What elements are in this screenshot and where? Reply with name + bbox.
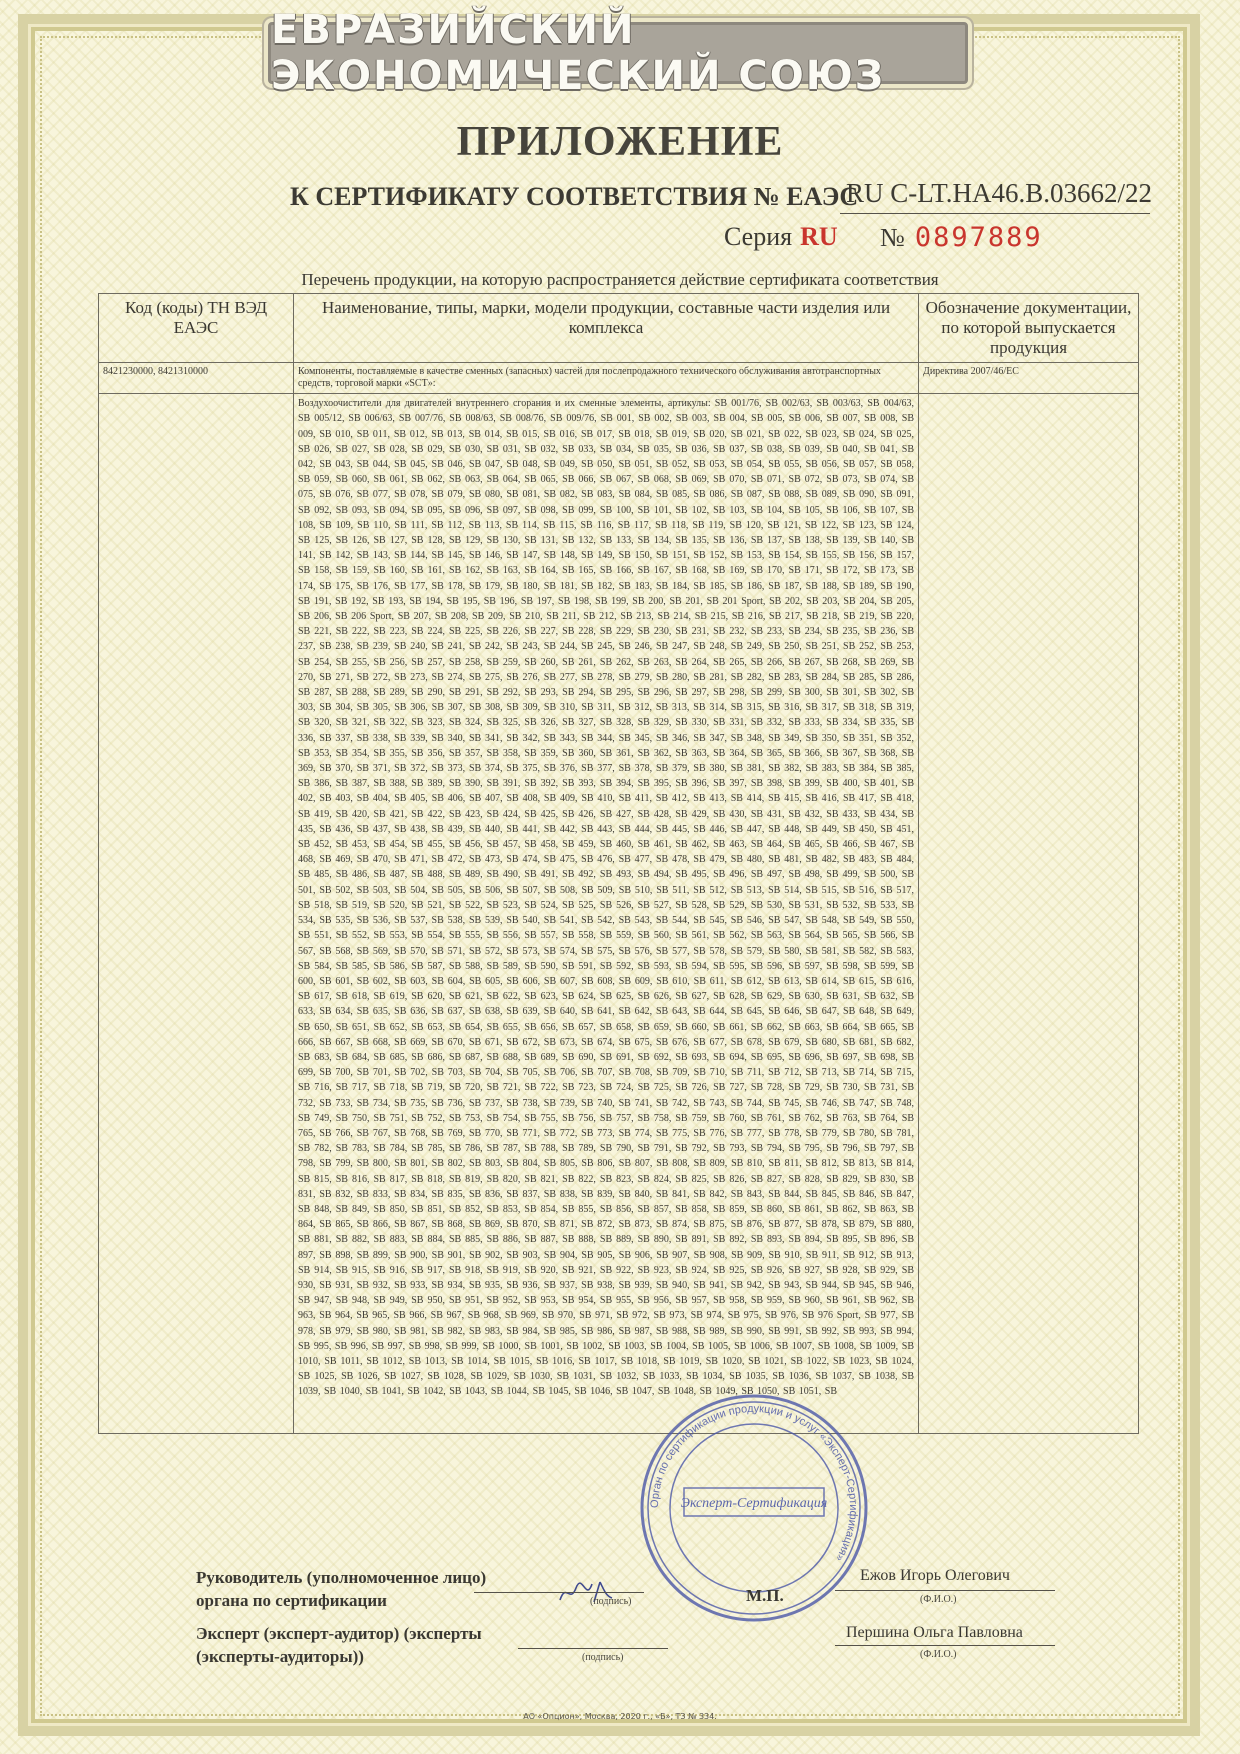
banner-text: ЕВРАЗИЙСКИЙ ЭКОНОМИЧЕСКИЙ СОЮЗ [271, 7, 886, 99]
certificate-number-underline [840, 213, 1150, 214]
table-row [99, 394, 1139, 1434]
page-title: ПРИЛОЖЕНИЕ [456, 119, 784, 165]
head-signature-line [474, 1592, 644, 1593]
expert-name-line [835, 1645, 1055, 1646]
series-label: Серия [724, 222, 793, 251]
empty-cell [919, 394, 1139, 1434]
union-banner [268, 7, 968, 99]
series-block [724, 222, 846, 252]
expert-label: Эксперт (эксперт-аудитор) (эксперты (эксперты-аудиторы)) [196, 1624, 482, 1666]
stamp-ring-text: Орган по сертификации продукции и услуг «Эксперт-Сертификация» [648, 1402, 860, 1564]
series-value: RU [800, 222, 838, 251]
head-name-line [835, 1590, 1055, 1591]
header-documentation: Обозначение документации, по которой выпускается продукция [919, 294, 1139, 363]
expert-name: Першина Ольга Павловна [846, 1624, 1023, 1641]
empty-cell [99, 394, 294, 1434]
expert-signature-line [518, 1648, 668, 1649]
product-list-caption: Перечень продукции, на которую распространяется действие сертификата соответствия [301, 270, 939, 289]
serial-block [880, 222, 1043, 253]
head-signature-caption: (подпись) [590, 1596, 632, 1607]
article-list: Воздухоочистители для двигателей внутреннего сгорания и их сменные элементы, артикулы: SB 001/76, SB 002/63, SB 003/63, SB 004/63, SB 005/12, SB 006/63, SB 007/76, SB 008/63, SB 008/76, SB 009/76, SB 001, SB 002, SB 003, SB 004, SB 005, SB 006, SB 007, SB 008, SB 009, SB 010, SB 011, SB 012, SB 013, SB 014, SB 015, SB 016, SB 017, SB 018, SB 019, SB 020, SB 021, SB 022, SB 023, SB 024, SB 025, SB 026, SB 027, SB 028, SB 029, SB 030, SB 031, SB 032, SB 033, SB 034, SB 035, SB 036, SB 037, SB 038, SB 039, SB 040, SB 041, SB 042, SB 043, SB 044, SB 045, SB 046, SB 047, SB 048, SB 049, SB 050, SB 051, SB 052, SB 053, SB 054, SB 055, SB 056, SB 057, SB 058, SB 059, SB 060, SB 061, SB 062, SB 063, SB 064, SB 065, SB 066, SB 067, SB 068, SB 069, SB 070, SB 071, SB 072, SB 073, SB 074, SB 075, SB 076, SB 077, SB 078, SB 079, SB 080, SB 081, SB 082, SB 083, SB 084, SB 085, SB 086, SB 087, SB 088, SB 089, SB 090, SB 091, SB 092, SB 093, SB 094, SB 095, SB 096, SB 097, SB 098, SB 099, SB 100, SB 101, SB 102, SB 103, SB 104, SB 105, SB 106, SB 107, SB 108, SB 109, SB 110, SB 111, SB 112, SB 113, SB 114, SB 115, SB 116, SB 117, SB 118, SB 119, SB 120, SB 121, SB 122, SB 123, SB 124, SB 125, SB 126, SB 127, SB 128, SB 129, SB 130, SB 131, SB 132, SB 133, SB 134, SB 135, SB 136, SB 137, SB 138, SB 139, SB 140, SB 141, SB 142, SB 143, SB 144, SB 145, SB 146, SB 147, SB 148, SB 149, SB 150, SB 151, SB 152, SB 153, SB 154, SB 155, SB 156, SB 157, SB 158, SB 159, SB 160, SB 161, SB 162, SB 163, SB 164, SB 165, SB 166, SB 167, SB 168, SB 169, SB 170, SB 171, SB 172, SB 173, SB 174, SB 175, SB 176, SB 177, SB 178, SB 179, SB 180, SB 181, SB 182, SB 183, SB 184, SB 185, SB 186, SB 187, SB 188, SB 189, SB 190, SB 191, SB 192, SB 193, SB 194, SB 195, SB 196, SB 197, SB 198, SB 199, SB 200, SB 201, SB 201 Sport, SB 202, SB 203, SB 204, SB 205, SB 206, SB 206 Sport, SB 207, SB 208, SB 209, SB 210, SB 211, SB 212, SB 213, SB 214, SB 215, SB 216, SB 217, SB 218, SB 219, SB 220, SB 221, SB 222, SB 223, SB 224, SB 225, SB 226, SB 227, SB 228, SB 229, SB 230, SB 231, SB 232, SB 233, SB 234, SB 235, SB 236, SB 237, SB 238, SB 239, SB 240, SB 241, SB 242, SB 243, SB 244, SB 245, SB 246, SB 247, SB 248, SB 249, SB 250, SB 251, SB 252, SB 253, SB 254, SB 255, SB 256, SB 257, SB 258, SB 259, SB 260, SB 261, SB 262, SB 263, SB 264, SB 265, SB 266, SB 267, SB 268, SB 269, SB 270, SB 271, SB 272, SB 273, SB 274, SB 275, SB 276, SB 277, SB 278, SB 279, SB 280, SB 281, SB 282, SB 283, SB 284, SB 285, SB 286, SB 287, SB 288, SB 289, SB 290, SB 291, SB 292, SB 293, SB 294, SB 295, SB 296, SB 297, SB 298, SB 299, SB 300, SB 301, SB 302, SB 303, SB 304, SB 305, SB 306, SB 307, SB 308, SB 309, SB 310, SB 311, SB 312, SB 313, SB 314, SB 315, SB 316, SB 317, SB 318, SB 319, SB 320, SB 321, SB 322, SB 323, SB 324, SB 325, SB 326, SB 327, SB 328, SB 329, SB 330, SB 331, SB 332, SB 333, SB 334, SB 335, SB 336, SB 337, SB 338, SB 339, SB 340, SB 341, SB 342, SB 343, SB 344, SB 345, SB 346, SB 347, SB 348, SB 349, SB 350, SB 351, SB 352, SB 353, SB 354, SB 355, SB 356, SB 357, SB 358, SB 359, SB 360, SB 361, SB 362, SB 363, SB 364, SB 365, SB 366, SB 367, SB 368, SB 369, SB 370, SB 371, SB 372, SB 373, SB 374, SB 375, SB 376, SB 377, SB 378, SB 379, SB 380, SB 381, SB 382, SB 383, SB 384, SB 385, SB 386, SB 387, SB 388, SB 389, SB 390, SB 391, SB 392, SB 393, SB 394, SB 395, SB 396, SB 397, SB 398, SB 399, SB 400, SB 401, SB 402, SB 403, SB 404, SB 405, SB 406, SB 407, SB 408, SB 409, SB 410, SB 411, SB 412, SB 413, SB 414, SB 415, SB 416, SB 417, SB 418, SB 419, SB 420, SB 421, SB 422, SB 423, SB 424, SB 425, SB 426, SB 427, SB 428, SB 429, SB 430, SB 431, SB 432, SB 433, SB 434, SB 435, SB 436, SB 437, SB 438, SB 439, SB 440, SB 441, SB 442, SB 443, SB 444, SB 445, SB 446, SB 447, SB 448, SB 449, SB 450, SB 451, SB 452, SB 453, SB 454, SB 455, SB 456, SB 457, SB 458, SB 459, SB 460, SB 461, SB 462, SB 463, SB 464, SB 465, SB 466, SB 467, SB 468, SB 469, SB 470, SB 471, SB 472, SB 473, SB 474, SB 475, SB 476, SB 477, SB 478, SB 479, SB 480, SB 481, SB 482, SB 483, SB 484, SB 485, SB 486, SB 487, SB 488, SB 489, SB 490, SB 491, SB 492, SB 493, SB 494, SB 495, SB 496, SB 497, SB 498, SB 499, SB 500, SB 501, SB 502, SB 503, SB 504, SB 505, SB 506, SB 507, SB 508, SB 509, SB 510, SB 511, SB 512, SB 513, SB 514, SB 515, SB 516, SB 517, SB 518, SB 519, SB 520, SB 521, SB 522, SB 523, SB 524, SB 525, SB 526, SB 527, SB 528, SB 529, SB 530, SB 531, SB 532, SB 533, SB 534, SB 535, SB 536, SB 537, SB 538, SB 539, SB 540, SB 541, SB 542, SB 543, SB 544, SB 545, SB 546, SB 547, SB 548, SB 549, SB 550, SB 551, SB 552, SB 553, SB 554, SB 555, SB 556, SB 557, SB 558, SB 559, SB 560, SB 561, SB 562, SB 563, SB 564, SB 565, SB 566, SB 567, SB 568, SB 569, SB 570, SB 571, SB 572, SB 573, SB 574, SB 575, SB 576, SB 577, SB 578, SB 579, SB 580, SB 581, SB 582, SB 583, SB 584, SB 585, SB 586, SB 587, SB 588, SB 589, SB 590, SB 591, SB 592, SB 593, SB 594, SB 595, SB 596, SB 597, SB 598, SB 599, SB 600, SB 601, SB 602, SB 603, SB 604, SB 605, SB 606, SB 607, SB 608, SB 609, SB 610, SB 611, SB 612, SB 613, SB 614, SB 615, SB 616, SB 617, SB 618, SB 619, SB 620, SB 621, SB 622, SB 623, SB 624, SB 625, SB 626, SB 627, SB 628, SB 629, SB 630, SB 631, SB 632, SB 633, SB 634, SB 635, SB 636, SB 637, SB 638, SB 639, SB 640, SB 641, SB 642, SB 643, SB 644, SB 645, SB 646, SB 647, SB 648, SB 649, SB 650, SB 651, SB 652, SB 653, SB 654, SB 655, SB 656, SB 657, SB 658, SB 659, SB 660, SB 661, SB 662, SB 663, SB 664, SB 665, SB 666, SB 667, SB 668, SB 669, SB 670, SB 671, SB 672, SB 673, SB 674, SB 675, SB 676, SB 677, SB 678, SB 679, SB 680, SB 681, SB 682, SB 683, SB 684, SB 685, SB 686, SB 687, SB 688, SB 689, SB 690, SB 691, SB 692, SB 693, SB 694, SB 695, SB 696, SB 697, SB 698, SB 699, SB 700, SB 701, SB 702, SB 703, SB 704, SB 705, SB 706, SB 707, SB 708, SB 709, SB 710, SB 711, SB 712, SB 713, SB 714, SB 715, SB 716, SB 717, SB 718, SB 719, SB 720, SB 721, SB 722, SB 723, SB 724, SB 725, SB 726, SB 727, SB 728, SB 729, SB 730, SB 731, SB 732, SB 733, SB 734, SB 735, SB 736, SB 737, SB 738, SB 739, SB 740, SB 741, SB 742, SB 743, SB 744, SB 745, SB 746, SB 747, SB 748, SB 749, SB 750, SB 751, SB 752, SB 753, SB 754, SB 755, SB 756, SB 757, SB 758, SB 759, SB 760, SB 761, SB 762, SB 763, SB 764, SB 765, SB 766, SB 767, SB 768, SB 769, SB 770, SB 771, SB 772, SB 773, SB 774, SB 775, SB 776, SB 777, SB 778, SB 779, SB 780, SB 781, SB 782, SB 783, SB 784, SB 785, SB 786, SB 787, SB 788, SB 789, SB 790, SB 791, SB 792, SB 793, SB 794, SB 795, SB 796, SB 797, SB 798, SB 799, SB 800, SB 801, SB 802, SB 803, SB 804, SB 805, SB 806, SB 807, SB 808, SB 809, SB 810, SB 811, SB 812, SB 813, SB 814, SB 815, SB 816, SB 817, SB 818, SB 819, SB 820, SB 821, SB 822, SB 823, SB 824, SB 825, SB 826, SB 827, SB 828, SB 829, SB 830, SB 831, SB 832, SB 833, SB 834, SB 835, SB 836, SB 837, SB 838, SB 839, SB 840, SB 841, SB 842, SB 843, SB 844, SB 845, SB 846, SB 847, SB 848, SB 849, SB 850, SB 851, SB 852, SB 853, SB 854, SB 855, SB 856, SB 857, SB 858, SB 859, SB 860, SB 861, SB 862, SB 863, SB 864, SB 865, SB 866, SB 867, SB 868, SB 869, SB 870, SB 871, SB 872, SB 873, SB 874, SB 875, SB 876, SB 877, SB 878, SB 879, SB 880, SB 881, SB 882, SB 883, SB 884, SB 885, SB 886, SB 887, SB 888, SB 889, SB 890, SB 891, SB 892, SB 893, SB 894, SB 895, SB 896, SB 897, SB 898, SB 899, SB 900, SB 901, SB 902, SB 903, SB 904, SB 905, SB 906, SB 907, SB 908, SB 909, SB 910, SB 911, SB 912, SB 913, SB 914, SB 915, SB 916, SB 917, SB 918, SB 919, SB 920, SB 921, SB 922, SB 923, SB 924, SB 925, SB 926, SB 927, SB 928, SB 929, SB 930, SB 931, SB 932, SB 933, SB 934, SB 935, SB 936, SB 937, SB 938, SB 939, SB 940, SB 941, SB 942, SB 943, SB 944, SB 945, SB 946, SB 947, SB 948, SB 949, SB 950, SB 951, SB 952, SB 953, SB 954, SB 955, SB 956, SB 957, SB 958, SB 959, SB 960, SB 961, SB 962, SB 963, SB 964, SB 965, SB 966, SB 967, SB 968, SB 969, SB 970, SB 971, SB 972, SB 973, SB 974, SB 975, SB 976, SB 976 Sport, SB 977, SB 978, SB 979, SB 980, SB 981, SB 982, SB 983, SB 984, SB 985, SB 986, SB 987, SB 988, SB 989, SB 990, SB 991, SB 992, SB 993, SB 994, SB 995, SB 996, SB 997, SB 998, SB 999, SB 1000, SB 1001, SB 1002, SB 1003, SB 1004, SB 1005, SB 1006, SB 1007, SB 1008, SB 1009, SB 1010, SB 1011, SB 1012, SB 1013, SB 1014, SB 1015, SB 1016, SB 1017, SB 1018, SB 1019, SB 1020, SB 1021, SB 1022, SB 1023, SB 1024, SB 1025, SB 1026, SB 1027, SB 1028, SB 1029, SB 1030, SB 1031, SB 1032, SB 1033, SB 1034, SB 1035, SB 1036, SB 1037, SB 1038, SB 1039, SB 1040, SB 1041, SB 1042, SB 1043, SB 1044, SB 1045, SB 1046, SB 1047, SB 1048, SB 1049, SB 1050, SB 1051, SB [294, 394, 919, 1434]
head-fio-caption: (Ф.И.О.) [920, 1594, 957, 1605]
table-row [99, 363, 1139, 394]
directive: Директива 2007/46/EC [919, 363, 1139, 394]
expert-fio-caption: (Ф.И.О.) [920, 1649, 957, 1660]
serial-number: 0897889 [914, 222, 1043, 253]
stamp-center-text: Эксперт-Сертификация [680, 1496, 828, 1511]
head-label: Руководитель (уполномоченное лицо) органа по сертификации [196, 1568, 487, 1610]
printer-imprint: АО «Опцион», Москва, 2020 г., «Б», ТЗ № 334. [523, 1712, 717, 1721]
head-name: Ежов Игорь Олегович [860, 1567, 1010, 1584]
product-table [98, 293, 1139, 1434]
certificate-label: К СЕРТИФИКАТУ СООТВЕТСТВИЯ № ЕАЭС [290, 182, 859, 211]
seal-place-label: М.П. [746, 1586, 784, 1605]
header-products: Наименование, типы, марки, модели продукции, составные части изделия или комплекса [294, 294, 919, 363]
certificate-number: RU C-LT.HA46.B.03662/22 [846, 178, 1153, 208]
expert-signature-caption: (подпись) [582, 1652, 624, 1663]
table-header-row [99, 294, 1139, 363]
components-description: Компоненты, поставляемые в качестве сменных (запасных) частей для послепродажного технического обслуживания автотранспортных средств, торговой марки «SCT»: [294, 363, 919, 394]
number-label: № [880, 223, 905, 252]
hs-codes: 8421230000, 8421310000 [99, 363, 294, 394]
header-codes: Код (коды) ТН ВЭД ЕАЭС [99, 294, 294, 363]
